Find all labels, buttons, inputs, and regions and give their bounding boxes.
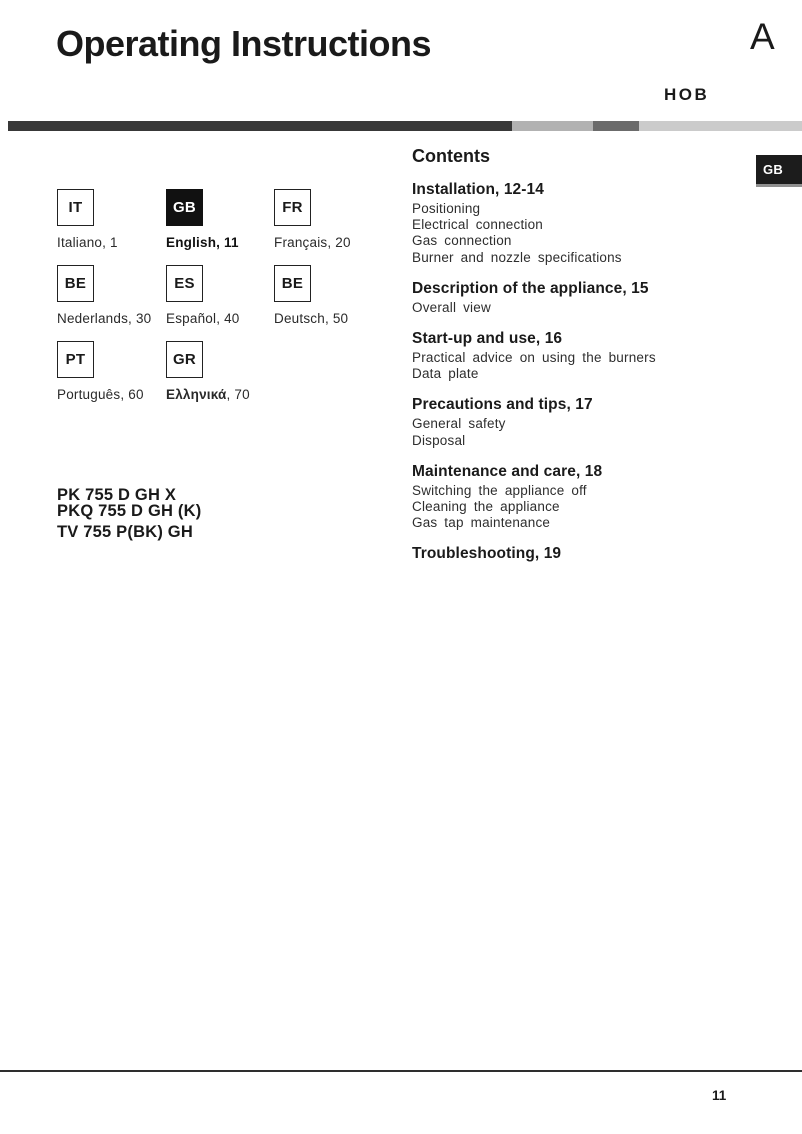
contents-item: Electrical connection xyxy=(412,217,544,233)
language-name: Deutsch xyxy=(274,311,325,326)
language-label xyxy=(166,311,274,326)
language-entry xyxy=(57,341,166,417)
contents-sections xyxy=(412,181,757,563)
contents-item: Gas tap maintenance xyxy=(412,515,551,531)
decor-stripe xyxy=(8,121,802,131)
language-page-number: , 40 xyxy=(216,311,240,326)
language-name: Nederlands xyxy=(57,311,129,326)
language-grid xyxy=(57,189,402,417)
language-label xyxy=(274,235,402,250)
contents-section xyxy=(412,396,757,448)
contents-item: Switching the appliance off xyxy=(412,482,587,498)
contents-section xyxy=(412,463,757,532)
language-label xyxy=(57,387,166,402)
language-label xyxy=(274,311,402,326)
contents-section-title: Description of the appliance, 15 xyxy=(412,279,649,297)
language-page-number: , 30 xyxy=(128,311,152,326)
contents-item: Practical advice on using the burners xyxy=(412,350,656,366)
language-entry xyxy=(166,265,274,341)
language-code-box xyxy=(166,341,203,378)
language-label xyxy=(166,387,274,402)
section-edge-tab xyxy=(756,155,802,187)
product-type-label: HOB xyxy=(664,85,710,104)
decor-stripe-segment xyxy=(639,121,802,131)
language-code: IT xyxy=(68,199,83,216)
contents-item: Overall view xyxy=(412,299,491,315)
language-page-number: , 11 xyxy=(216,235,239,250)
language-name: Português xyxy=(57,387,121,402)
language-code: BE xyxy=(281,275,304,292)
contents-section xyxy=(412,280,757,316)
decor-stripe-segment xyxy=(512,121,593,131)
contents-item: Gas connection xyxy=(412,233,512,249)
language-page-number: , 60 xyxy=(120,387,144,402)
decor-stripe-segment xyxy=(593,121,639,131)
language-name: Ελληνικά xyxy=(166,387,227,402)
language-code-box xyxy=(274,265,311,302)
contents-section-title: Precautions and tips, 17 xyxy=(412,396,593,414)
language-code-box xyxy=(57,189,94,226)
section-edge-tab-label: GB xyxy=(763,162,784,177)
corner-letter: A xyxy=(750,16,775,57)
language-name: Français xyxy=(274,235,328,250)
model-number: PKQ 755 D GH (K) xyxy=(57,502,202,520)
contents-section xyxy=(412,330,757,382)
language-label xyxy=(166,235,274,250)
language-code-box xyxy=(274,189,311,226)
decor-stripe-segment xyxy=(8,121,512,131)
language-code: BE xyxy=(64,275,87,292)
page-number: 11 xyxy=(712,1088,727,1103)
language-page-number: , 50 xyxy=(324,311,349,326)
contents-item: Positioning xyxy=(412,201,481,216)
language-code: FR xyxy=(282,199,303,216)
language-entry xyxy=(274,189,402,265)
language-page-number: , 1 xyxy=(102,235,118,250)
language-name: English xyxy=(166,235,217,250)
language-code-box xyxy=(166,265,203,302)
contents-section-title: Troubleshooting, 19 xyxy=(412,545,562,563)
contents-section xyxy=(412,545,757,563)
language-code: GR xyxy=(172,351,197,368)
language-label xyxy=(57,311,166,326)
contents-section-title: Start-up and use, 16 xyxy=(412,330,563,348)
language-entry xyxy=(166,341,274,417)
language-code-box xyxy=(166,189,203,226)
contents-section-title: Installation, 12-14 xyxy=(412,181,544,198)
contents-item: Cleaning the appliance xyxy=(412,499,560,515)
language-page-number: , 70 xyxy=(226,387,250,402)
language-name: Español xyxy=(166,311,217,326)
contents-heading: Contents xyxy=(412,146,490,166)
contents-item: General safety xyxy=(412,416,506,432)
language-entry xyxy=(57,189,166,265)
language-code-box xyxy=(57,341,94,378)
contents-section xyxy=(412,181,757,266)
footer-rule xyxy=(0,1070,802,1072)
model-number: TV 755 P(BK) GH xyxy=(57,523,193,541)
language-code: GB xyxy=(172,199,197,216)
language-entry xyxy=(57,265,166,341)
language-code-box xyxy=(57,265,94,302)
model-number-list xyxy=(57,487,201,540)
contents-item: Burner and nozzle specifications xyxy=(412,249,622,265)
page-title: Operating Instructions xyxy=(56,23,432,64)
contents-section-title: Maintenance and care, 18 xyxy=(412,462,603,480)
language-label xyxy=(57,235,166,250)
contents-item: Disposal xyxy=(412,432,466,448)
language-code: PT xyxy=(65,351,86,368)
contents-panel xyxy=(412,146,757,565)
model-number: PK 755 D GH X xyxy=(57,486,177,504)
language-name: Italiano xyxy=(57,235,103,250)
language-entry xyxy=(166,189,274,265)
language-entry xyxy=(274,265,402,341)
language-page-number: , 20 xyxy=(327,235,351,250)
contents-item: Data plate xyxy=(412,366,479,382)
language-code: ES xyxy=(174,275,195,292)
